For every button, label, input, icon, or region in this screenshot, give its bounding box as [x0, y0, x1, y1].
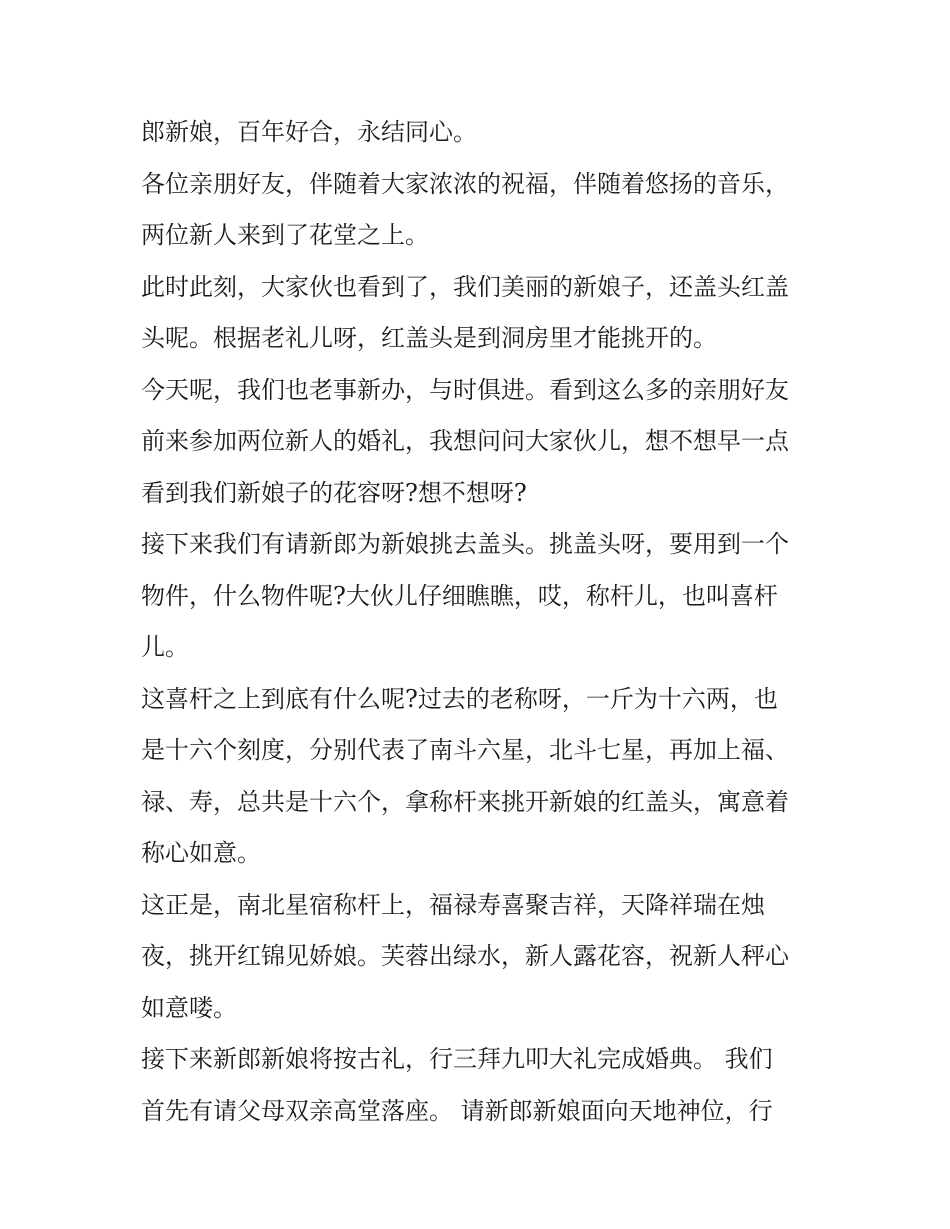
text-line-8: 看到我们新娘子的花容呀?想不想呀?: [141, 478, 527, 507]
text-line-19: 接下来新郎新娘将按古礼，行三拜九叩大礼完成婚典。 我们: [141, 1045, 773, 1073]
text-line-6: 今天呢，我们也老事新办，与时俱进。看到这么多的亲朋好友: [141, 375, 789, 404]
text-line-13: 是十六个刻度，分别代表了南斗六星，北斗七星，再加上福、: [141, 736, 789, 764]
text-line-3: 两位新人来到了花堂之上。: [141, 221, 429, 249]
text-line-15: 称心如意。: [141, 839, 261, 867]
text-line-10: 物件，什么物件呢?大伙儿仔细瞧瞧，哎，称杆儿，也叫喜杆: [141, 581, 778, 610]
text-line-2: 各位亲朋好友，伴随着大家浓浓的祝福，伴随着悠扬的音乐，: [141, 169, 789, 198]
text-line-16: 这正是，南北星宿称杆上，福禄寿喜聚吉祥，天降祥瑞在烛: [141, 890, 765, 919]
text-line-9: 接下来我们有请新郎为新娘挑去盖头。挑盖头呀，要用到一个: [141, 530, 789, 558]
text-line-17: 夜，挑开红锦见娇娘。芙蓉出绿水，新人露花容，祝新人秤心: [141, 942, 789, 970]
document-body: [141, 107, 821, 1137]
text-line-18: 如意喽。: [141, 993, 237, 1022]
text-line-7: 前来参加两位新人的婚礼，我想问问大家伙儿，想不想早一点: [141, 427, 789, 455]
text-line-12: 这喜杆之上到底有什么呢?过去的老称呀，一斤为十六两，也: [141, 684, 778, 713]
text-line-1: 郎新娘，百年好合，永结同心。: [141, 118, 477, 146]
text-line-5: 头呢。根据老礼儿呀，红盖头是到洞房里才能挑开的。: [141, 324, 717, 352]
text-line-20: 首先有请父母双亲高堂落座。 请新郎新娘面向天地神位，行: [141, 1096, 773, 1125]
text-line-14: 禄、寿，总共是十六个，拿称杆来挑开新娘的红盖头，寓意着: [141, 787, 789, 816]
text-line-11: 儿。: [141, 633, 189, 661]
text-line-4: 此时此刻，大家伙也看到了，我们美丽的新娘子，还盖头红盖: [141, 272, 789, 301]
